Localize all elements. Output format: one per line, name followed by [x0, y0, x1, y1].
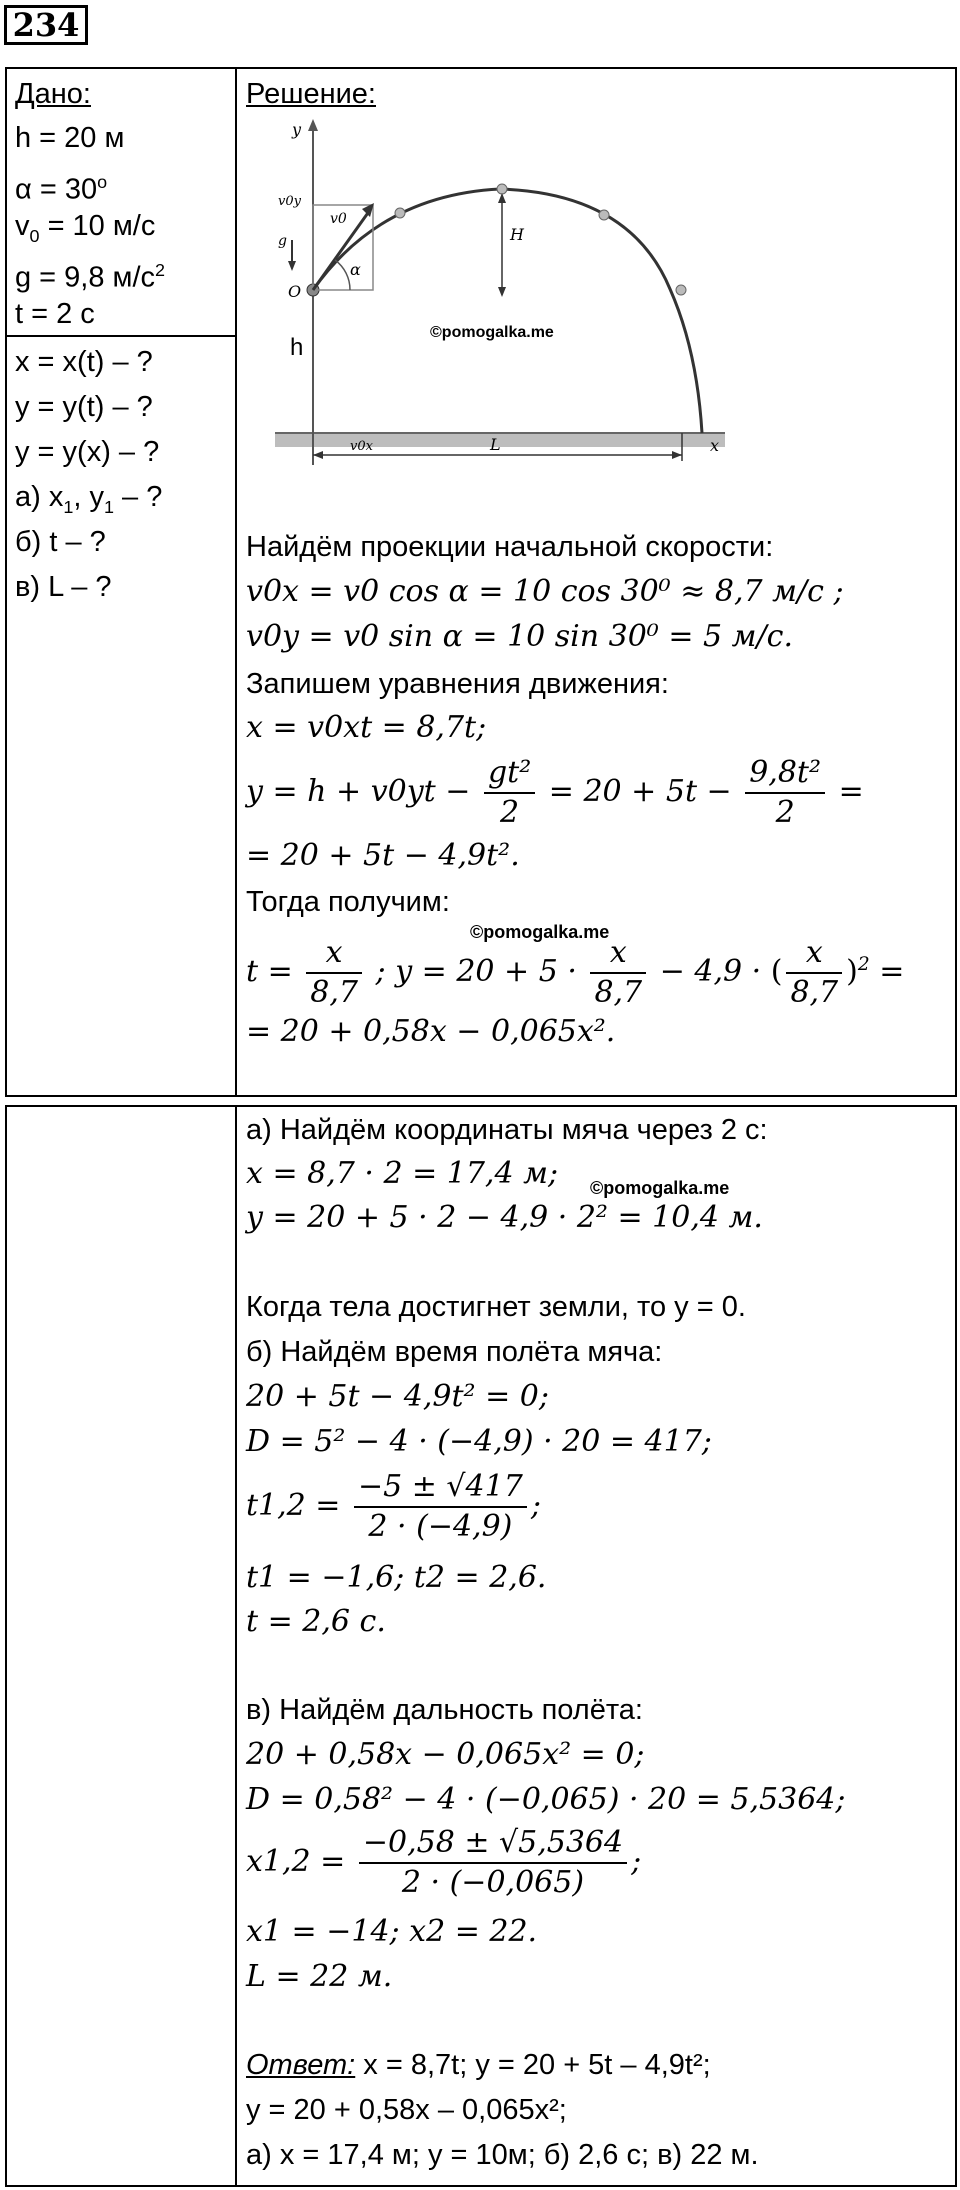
range-arrow-left [313, 451, 323, 459]
range-arrow-right [672, 451, 682, 459]
ball-position [599, 210, 609, 220]
problem-number: 234 [4, 5, 88, 45]
given-v0: $v_0 = 10$ м/с [15, 210, 156, 246]
part-c-equation: 20 + 0,58x − 0,065x² = 0; [246, 1737, 645, 1772]
max-height-arrow-up [498, 193, 506, 203]
part-c-roots: x1 = −14; x2 = 22. [246, 1914, 538, 1949]
fraction: $\frac{x}{8,7}$ [306, 934, 362, 1012]
ball-position [497, 184, 507, 194]
part-b-equation: 20 + 5t − 4,9t² = 0; [246, 1379, 549, 1414]
v0y-label: v0y [278, 194, 301, 209]
part-a-header: а) Найдём координаты мяча через 2 с: [246, 1114, 768, 1146]
fraction: $\frac{x}{8,7}$ [590, 934, 646, 1012]
find-6: в) L – ? [15, 571, 112, 603]
given-alpha: $\alpha = 30^o$ [15, 172, 108, 206]
answer-line-3: а) x = 17,4 м; y = 10м; б) 2,6 с; в) 22 м. [246, 2139, 759, 2171]
part-c-header: в) Найдём дальность полёта: [246, 1694, 643, 1726]
trajectory-diagram [270, 115, 730, 475]
column-divider-top [235, 67, 237, 1097]
answer-line-2: y = 20 + 0,58x – 0,065x²; [246, 2094, 567, 2126]
L-label: L [490, 435, 501, 454]
fraction: $\frac{x}{8,7}$ [786, 934, 842, 1012]
eq-y-t-simplified: = 20 + 5t − 4,9t². [246, 838, 520, 873]
part-b-intro: Когда тела достигнет земли, то y = 0. [246, 1291, 746, 1323]
given-g: g = 9,8 $м/с^2$ [15, 260, 166, 294]
given-h: h = 20 м [15, 122, 125, 154]
v0x-label: v0x [350, 439, 373, 454]
given-header: Дано: [15, 78, 91, 110]
part-c-discriminant: D = 0,58² − 4 · (−0,065) · 20 = 5,5364; [246, 1782, 846, 1817]
part-c-roots-formula: x1,2 = $\frac{-0,58 \pm √5,5364}{2 \cdot (-0,065)}$ ; [246, 1825, 642, 1900]
eq-substitution: t = $\frac{x}{8,7}$ ; y = 20 + 5 · $\frac{x}{8,7}$ − 4,9 · ( $\frac{x}{8,7}$ )$^2$ = [246, 935, 905, 1010]
find-2: y = y(t) – ? [15, 391, 153, 423]
solution-header: Решение: [246, 78, 376, 110]
given-t: t = 2 с [15, 298, 95, 330]
fraction: $\frac{-0,58 \pm √5,5364}{2 \cdot (-0,065)}$ [359, 1824, 627, 1902]
part-a-x: x = 8,7 · 2 = 17,4 м; [246, 1156, 559, 1191]
eq-x-t: x = v0xt = 8,7t; [246, 710, 487, 745]
step-projections: Найдём проекции начальной скорости: [246, 531, 774, 563]
eq-v0y: v0y = v0 sin α = 10 sin 30⁰ = 5 м/с. [246, 619, 793, 654]
angle-arc [335, 260, 350, 290]
x-axis-label: x [710, 436, 720, 455]
watermark: ©pomogalka.me [590, 1178, 730, 1198]
g-label: g [278, 233, 287, 249]
watermark: ©pomogalka.me [470, 922, 610, 942]
fraction: $\frac{-5 \pm √417}{2 \cdot (-4,9)}$ [354, 1468, 527, 1546]
step-result: Тогда получим: [246, 886, 450, 918]
v0-label: v0 [330, 211, 347, 227]
find-5: б) t – ? [15, 526, 106, 558]
find-3: y = y(x) – ? [15, 436, 160, 468]
fraction: $\frac{\text{gt²}}{2}$ [484, 754, 535, 832]
eq-v0x: v0x = v0 cos α = 10 cos 30⁰ ≈ 8,7 м/с ; [246, 574, 844, 609]
H-label: H [510, 225, 524, 244]
eq-y-x: = 20 + 0,58x − 0,065x². [246, 1014, 616, 1049]
part-c-result: L = 22 м. [246, 1959, 393, 1994]
find-4: а) $x_1$, $y_1$ – ? [15, 481, 163, 517]
alpha-label: α [350, 260, 361, 279]
step-equations: Запишем уравнения движения: [246, 668, 669, 700]
answer-line-1: Ответ: x = 8,7t; y = 20 + 5t – 4,9t²; [246, 2049, 711, 2081]
find-1: x = x(t) – ? [15, 346, 153, 378]
ball-position [676, 285, 686, 295]
part-b-header: б) Найдём время полёта мяча: [246, 1336, 663, 1368]
ball-position [395, 208, 405, 218]
diagram-watermark: ©pomogalka.me [430, 324, 554, 341]
g-vector-arrow [288, 261, 296, 271]
y-axis-arrow [308, 119, 318, 131]
fraction: $\frac{\text{9,8t²}}{2}$ [745, 754, 825, 832]
column-divider-bottom [235, 1105, 237, 2187]
eq-y-t: y = h + v0yt − $\frac{\text{gt²}}{2}$ = 20 + 5t − $\frac{\text{9,8t²}}{2}$ = [246, 755, 864, 830]
part-a-y: y = 20 + 5 · 2 − 4,9 · 2² = 10,4 м. [246, 1200, 763, 1235]
part-b-roots-formula: t1,2 = $\frac{-5 \pm √417}{2 \cdot (-4,9)}$ ; [246, 1469, 541, 1544]
part-b-result: t = 2,6 с. [246, 1604, 386, 1639]
origin-label: O [288, 282, 302, 301]
part-b-discriminant: D = 5² − 4 · (−4,9) · 20 = 417; [246, 1424, 712, 1459]
trajectory [313, 189, 702, 433]
h-label: h [290, 334, 304, 361]
part-b-roots: t1 = −1,6; t2 = 2,6. [246, 1560, 547, 1595]
y-axis-label: y [292, 120, 302, 139]
table-bottom [5, 1105, 957, 2187]
max-height-arrow-down [498, 287, 506, 297]
